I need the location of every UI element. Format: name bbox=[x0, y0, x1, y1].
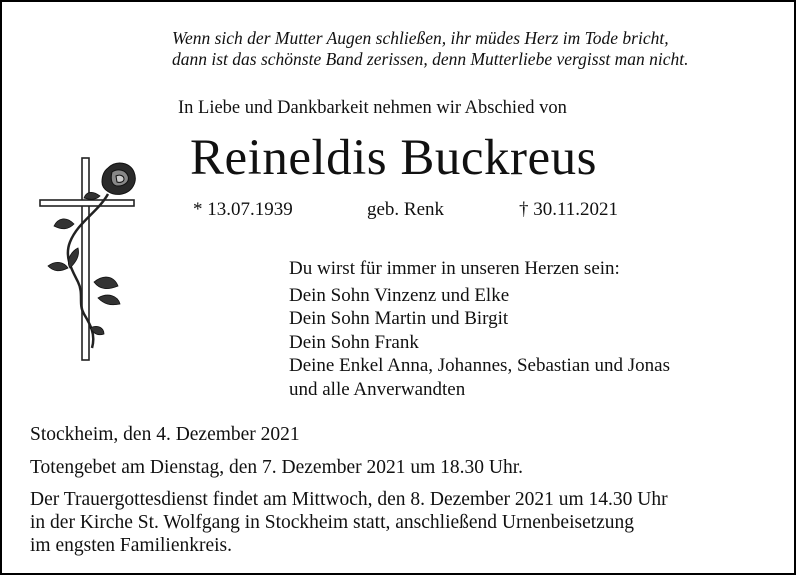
mourners-block bbox=[289, 257, 670, 401]
mourner-line: Dein Sohn Vinzenz und Elke bbox=[289, 284, 510, 306]
mourner-line: Dein Sohn Martin und Birgit bbox=[289, 308, 509, 329]
service-line: im engsten Familienkreis. bbox=[30, 535, 233, 556]
death-date: † 30.11.2021 bbox=[519, 199, 619, 220]
mourner-line: und alle Anverwandten bbox=[289, 378, 466, 400]
poem-line: Wenn sich der Mutter Augen schließen, ihr müdes Herz im Tode bricht, bbox=[172, 28, 669, 48]
funeral-service-info bbox=[30, 488, 790, 557]
maiden-name: geb. Renk bbox=[367, 199, 445, 220]
poem bbox=[172, 28, 689, 70]
mourners-heading: Du wirst für immer in unseren Herzen sein: bbox=[289, 258, 620, 279]
birth-date: * 13.07.1939 bbox=[193, 199, 293, 220]
mourner-line: Deine Enkel Anna, Johannes, Sebastian und Jonas bbox=[289, 355, 670, 376]
poem-line: dann ist das schönste Band zerissen, denn Mutterliebe vergisst man nicht. bbox=[172, 49, 689, 69]
service-line: Der Trauergottesdienst findet am Mittwoch, den 8. Dezember 2021 um 14.30 Uhr bbox=[30, 489, 668, 510]
intro-text: In Liebe und Dankbarkeit nehmen wir Abschied von bbox=[178, 98, 567, 118]
mourner-line: Dein Sohn Frank bbox=[289, 331, 419, 353]
prayer-announcement: Totengebet am Dienstag, den 7. Dezember 2021 um 18.30 Uhr. bbox=[30, 457, 524, 478]
cross-with-rose-icon bbox=[38, 152, 140, 364]
service-line: in der Kirche St. Wolfgang in Stockheim statt, anschließend Urnenbeisetzung bbox=[30, 512, 635, 533]
place-and-date: Stockheim, den 4. Dezember 2021 bbox=[30, 424, 300, 445]
deceased-name: Reineldis Buckreus bbox=[190, 130, 598, 186]
